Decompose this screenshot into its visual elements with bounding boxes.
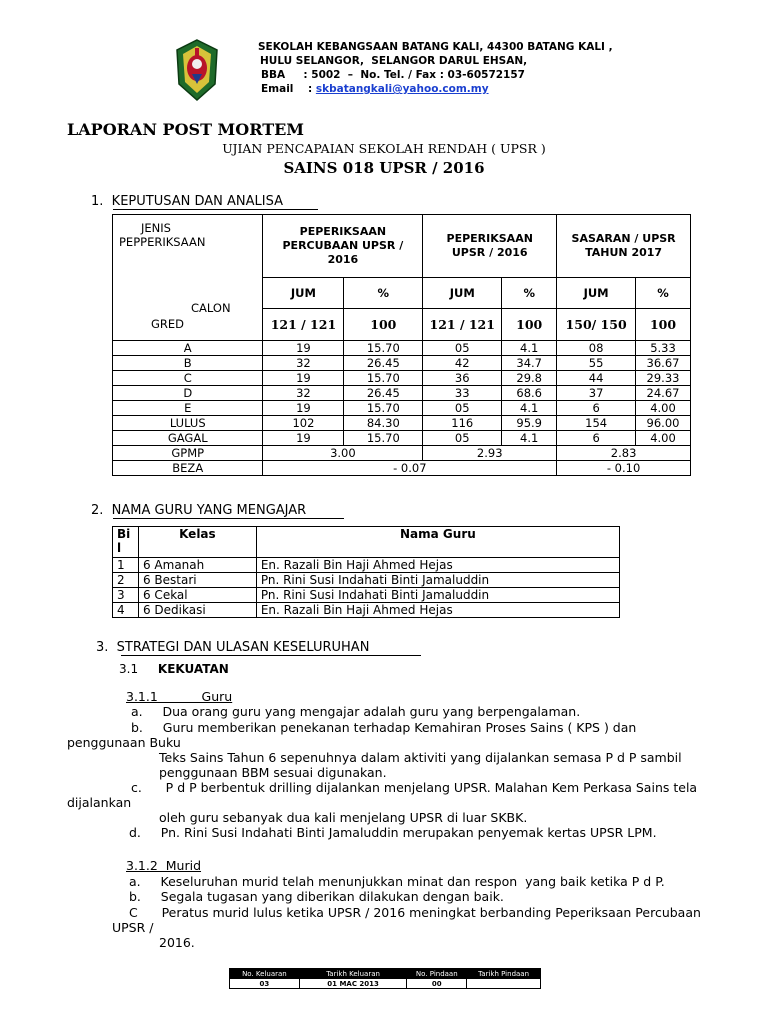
grade-cell: 102 [263,416,344,431]
grade-row [113,416,691,431]
grade-cell: 84.30 [344,416,423,431]
teacher-bil-cell: 4 [113,603,139,618]
jum-header: JUM [263,278,344,309]
teacher-kelas-cell: 6 Cekal [138,588,256,603]
grade-cell: 26.45 [344,356,423,371]
school-email-line [258,82,658,96]
email-label: Email : [261,83,316,95]
school-crest-logo [175,38,219,102]
guru-point-b-line3: Teks Sains Tahun 6 sepenuhnya dalam aktiviti yang dijalankan semasa P d P sambil [159,750,682,765]
grade-cell: 15.70 [344,431,423,446]
grade-cell: 37 [557,386,636,401]
teacher-row [113,573,620,588]
grade-cell: 26.45 [344,386,423,401]
guru-point-b-line2: penggunaan Buku [67,735,181,750]
grade-cell: 32 [263,386,344,401]
murid-point-b: b. Segala tugasan yang diberikan dilakukan dengan baik. [129,889,504,904]
teacher-bil-cell: 3 [113,588,139,603]
grade-cell: 29.33 [636,371,691,386]
section3-heading-text: 3. STRATEGI DAN ULASAN KESELURUHAN [96,640,370,655]
calon-value: 121 / 121 [263,309,344,341]
grade-cell: 42 [423,356,502,371]
exam-subtitle: UJIAN PENCAPAIAN SEKOLAH RENDAH ( UPSR ) [222,141,546,156]
grade-cell: 36.67 [636,356,691,371]
beza-label: BEZA [113,461,263,476]
gpmp-value: 3.00 [263,446,423,461]
no-pindaan-header: No. Pindaan [407,969,467,979]
teacher-kelas-cell: 6 Amanah [138,558,256,573]
grade-row [113,386,691,401]
murid-point-c-line1: C Peratus murid lulus ketika UPSR / 2016 meningkat berbanding Peperiksaan Percubaan [129,905,701,920]
grade-cell: 95.9 [502,416,557,431]
grade-cell: 19 [263,371,344,386]
sasaran-header: SASARAN / UPSR TAHUN 2017 [557,215,691,278]
calon-value: 100 [636,309,691,341]
teacher-row [113,588,620,603]
grade-cell: 19 [263,341,344,356]
teacher-kelas-cell: 6 Bestari [138,573,256,588]
grade-label: D [113,386,263,401]
grade-cell: 4.00 [636,401,691,416]
guru-point-d: d. Pn. Rini Susi Indahati Binti Jamaluddin merupakan penyemak kertas UPSR LPM. [129,825,657,840]
grade-cell: 34.7 [502,356,557,371]
tarikh-pindaan-value [467,979,541,989]
nama-guru-header: Nama Guru [256,527,619,558]
no-keluaran-header: No. Keluaran [230,969,300,979]
jum-header: JUM [423,278,502,309]
grade-cell: 05 [423,431,502,446]
grade-row [113,356,691,371]
tarikh-keluaran-value: 01 MAC 2013 [299,979,407,989]
subsection-3-1 [119,662,229,676]
section2-heading-text: 2. NAMA GURU YANG MENGAJAR [91,503,307,518]
guru-point-b-line1: b. Guru memberikan penekanan terhadap Kemahiran Proses Sains ( KPS ) dan [131,720,637,735]
section1-underline [113,209,318,210]
calon-value: 100 [502,309,557,341]
grade-cell: 15.70 [344,371,423,386]
grade-label: A [113,341,263,356]
teacher-kelas-cell: 6 Dedikasi [138,603,256,618]
guru-point-a: a. Dua orang guru yang mengajar adalah guru yang berpengalaman. [131,704,581,719]
grade-cell: 15.70 [344,401,423,416]
guru-heading: 3.1.1 Guru [126,689,233,704]
bil-header-a: Bi [117,527,131,541]
corner-header-cell [113,215,263,341]
grade-cell: 4.00 [636,431,691,446]
pct-header: % [636,278,691,309]
document-control-table [229,968,541,989]
grade-cell: 6 [557,431,636,446]
grade-cell: 19 [263,401,344,416]
gpmp-label: GPMP [113,446,263,461]
grade-row [113,341,691,356]
pct-header: % [502,278,557,309]
grade-row [113,401,691,416]
bil-header [113,527,139,558]
jenis-peperiksaan-label: JENIS PEPPERIKSAAN [119,221,206,249]
school-contact-line: BBA : 5002 – No. Tel. / Fax : 03-60572157 [261,69,525,81]
section1-heading [91,194,283,209]
grade-row [113,431,691,446]
grade-cell: 08 [557,341,636,356]
grade-cell: 19 [263,431,344,446]
teacher-bil-cell: 1 [113,558,139,573]
grade-rows [113,341,691,446]
percubaan-header: PEPERIKSAAN PERCUBAAN UPSR / 2016 [263,215,423,278]
murid-point-c-line2: UPSR / [112,920,154,935]
grade-row [113,371,691,386]
guru-point-c-line3: oleh guru sebanyak dua kali menjelang UPSR di luar SKBK. [159,810,528,825]
grade-cell: 36 [423,371,502,386]
teacher-bil-cell: 2 [113,573,139,588]
grade-cell: 4.1 [502,341,557,356]
teacher-row [113,558,620,573]
gpmp-value: 2.93 [423,446,557,461]
grade-cell: 32 [263,356,344,371]
grade-label: E [113,401,263,416]
grade-cell: 6 [557,401,636,416]
calon-value: 100 [344,309,423,341]
teacher-table [112,526,620,618]
upsr-2016-header: PEPERIKSAAN UPSR / 2016 [423,215,557,278]
subsection-title: KEKUATAN [157,662,229,676]
teacher-guru-cell: Pn. Rini Susi Indahati Binti Jamaluddin [256,573,619,588]
section1-heading-text: 1. KEPUTUSAN DAN ANALISA [91,194,283,209]
guru-point-c-line1: c. P d P berbentuk drilling dijalankan menjelang UPSR. Malahan Kem Perkasa Sains tela [131,780,698,795]
grade-cell: 96.00 [636,416,691,431]
results-table [112,214,691,476]
teacher-guru-cell: Pn. Rini Susi Indahati Binti Jamaluddin [256,588,619,603]
section2-heading [91,503,306,518]
gred-label: GRED [151,317,185,331]
no-pindaan-value: 00 [407,979,467,989]
grade-label: C [113,371,263,386]
email-link[interactable]: skbatangkali@yahoo.com.my [315,83,489,95]
grade-cell: 05 [423,341,502,356]
grade-cell: 15.70 [344,341,423,356]
grade-cell: 154 [557,416,636,431]
teacher-guru-cell: En. Razali Bin Haji Ahmed Hejas [256,558,619,573]
grade-cell: 24.67 [636,386,691,401]
school-name-line: SEKOLAH KEBANGSAAN BATANG KALI, 44300 BATANG KALI , [258,41,613,53]
teacher-row [113,603,620,618]
section3-heading [96,640,369,655]
grade-cell: 5.33 [636,341,691,356]
guru-point-c-line2: dijalankan [67,795,132,810]
jum-header: JUM [557,278,636,309]
beza-value: - 0.07 [263,461,557,476]
school-address-line: HULU SELANGOR, SELANGOR DARUL EHSAN, [260,55,528,67]
teacher-guru-cell: En. Razali Bin Haji Ahmed Hejas [256,603,619,618]
no-keluaran-value: 03 [230,979,300,989]
grade-label: LULUS [113,416,263,431]
gpmp-value: 2.83 [557,446,691,461]
report-title: LAPORAN POST MORTEM [67,120,305,139]
subject-title: SAINS 018 UPSR / 2016 [283,159,485,177]
bil-header-b: l [117,541,122,555]
tarikh-pindaan-header: Tarikh Pindaan [467,969,541,979]
calon-value: 121 / 121 [423,309,502,341]
school-address-block [258,40,658,96]
section3-underline [121,655,421,656]
grade-cell: 33 [423,386,502,401]
beza-value: - 0.10 [557,461,691,476]
grade-cell: 68.6 [502,386,557,401]
grade-cell: 44 [557,371,636,386]
murid-point-a: a. Keseluruhan murid telah menunjukkan minat dan respon yang baik ketika P d P. [129,874,665,889]
grade-cell: 4.1 [502,401,557,416]
grade-label: GAGAL [113,431,263,446]
tarikh-keluaran-header: Tarikh Keluaran [299,969,407,979]
kelas-header: Kelas [138,527,256,558]
grade-cell: 4.1 [502,431,557,446]
murid-point-c-line3: 2016. [159,935,195,950]
calon-label: CALON [191,301,231,315]
teacher-rows [113,558,620,618]
grade-cell: 116 [423,416,502,431]
grade-cell: 29.8 [502,371,557,386]
guru-point-b-line4: penggunaan BBM sesuai digunakan. [159,765,387,780]
calon-value: 150/ 150 [557,309,636,341]
section2-underline [113,518,344,519]
grade-cell: 05 [423,401,502,416]
grade-cell: 55 [557,356,636,371]
subsection-number: 3.1 [119,662,139,676]
grade-label: B [113,356,263,371]
pct-header: % [344,278,423,309]
murid-heading: 3.1.2 Murid [126,858,202,873]
